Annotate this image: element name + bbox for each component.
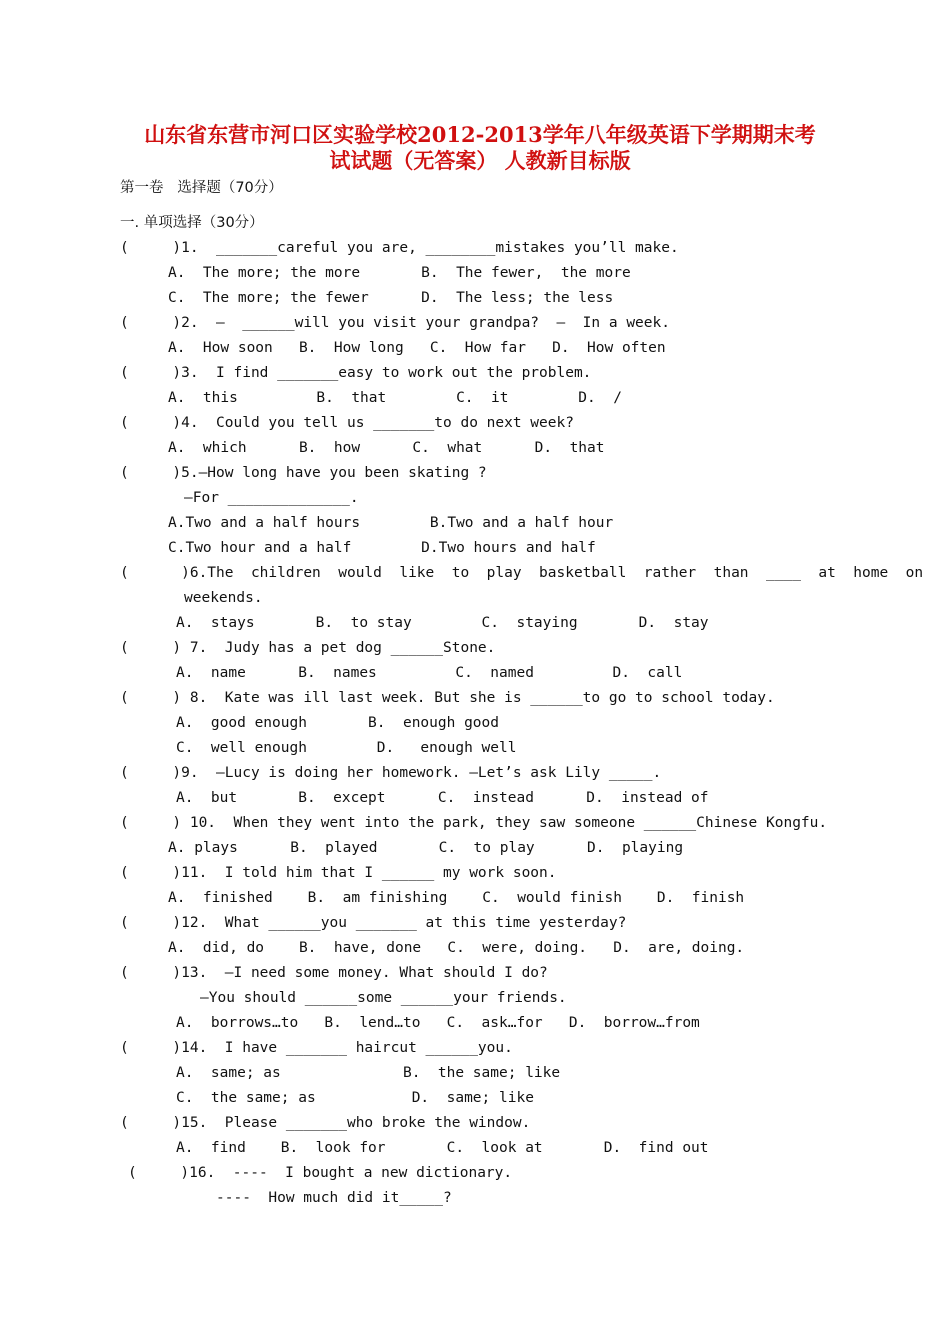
question-line: C. well enough D. enough well bbox=[176, 740, 517, 756]
question-line: ( )1. _______careful you are, ________mistakes you’ll make. bbox=[120, 240, 679, 256]
question-line: A. good enough B. enough good bbox=[176, 715, 500, 731]
question-line: A. name B. names C. named D. call bbox=[176, 665, 683, 681]
question-line: —You should ______some ______your friends. bbox=[200, 990, 567, 1006]
question-line: A. this B. that C. it D. / bbox=[168, 390, 622, 406]
question-line: A. borrows…to B. lend…to C. ask…for D. borrow…from bbox=[176, 1015, 700, 1031]
question-line: ( )4. Could you tell us _______to do next week? bbox=[120, 415, 574, 431]
question-line: A. same; as B. the same; like bbox=[176, 1065, 561, 1081]
question-line: C. the same; as D. same; like bbox=[176, 1090, 534, 1106]
question-line: ( ) 10. When they went into the park, they saw someone ______Chinese Kongfu. bbox=[120, 815, 828, 831]
question-line: A. The more; the more B. The fewer, the more bbox=[168, 265, 631, 281]
question-line: A. How soon B. How long C. How far D. How often bbox=[168, 340, 666, 356]
title-line-2: 试试题（无答案） 人教新目标版 bbox=[329, 148, 631, 173]
question-line: ( )6.The children would like to play basketball rather than ____ at home on bbox=[120, 565, 924, 581]
section-heading: 一. 单项选择（30分） bbox=[120, 215, 264, 231]
question-line: ( ) 8. Kate was ill last week. But she is ______to go to school today. bbox=[120, 690, 775, 706]
question-line: ( )9. —Lucy is doing her homework. —Let’s ask Lily _____. bbox=[120, 765, 662, 781]
title-line-1: 山东省东营市河口区实验学校2012-2013学年八年级英语下学期期末考 bbox=[144, 122, 816, 147]
question-line: A. did, do B. have, done C. were, doing. D. are, doing. bbox=[168, 940, 745, 956]
question-line: A. which B. how C. what D. that bbox=[168, 440, 605, 456]
question-line: ( )14. I have _______ haircut ______you. bbox=[120, 1040, 513, 1056]
question-line: A. but B. except C. instead D. instead of bbox=[176, 790, 709, 806]
question-line: C.Two hour and a half D.Two hours and half bbox=[168, 540, 596, 556]
question-line: ( )11. I told him that I ______ my work soon. bbox=[120, 865, 557, 881]
question-line: ( )13. —I need some money. What should I do? bbox=[120, 965, 548, 981]
question-line: —For ______________. bbox=[184, 490, 359, 506]
question-line: A. plays B. played C. to play D. playing bbox=[168, 840, 684, 856]
question-line: ( )5.—How long have you been skating ? bbox=[120, 465, 487, 481]
question-line: ( )3. I find _______easy to work out the problem. bbox=[120, 365, 592, 381]
question-line: C. The more; the fewer D. The less; the less bbox=[168, 290, 614, 306]
question-line: ---- How much did it_____? bbox=[216, 1190, 452, 1206]
question-line: ( )12. What ______you _______ at this time yesterday? bbox=[120, 915, 627, 931]
question-line: ( )16. ---- I bought a new dictionary. bbox=[128, 1165, 513, 1181]
question-line: weekends. bbox=[184, 590, 263, 606]
document-title bbox=[100, 122, 860, 174]
question-line: ( ) 7. Judy has a pet dog ______Stone. bbox=[120, 640, 496, 656]
question-line: ( )15. Please _______who broke the window. bbox=[120, 1115, 531, 1131]
question-line: A.Two and a half hours B.Two and a half hour bbox=[168, 515, 614, 531]
question-line: A. finished B. am finishing C. would finish D. finish bbox=[168, 890, 745, 906]
question-line: ( )2. — ______will you visit your grandpa? — In a week. bbox=[120, 315, 670, 331]
question-line: A. find B. look for C. look at D. find out bbox=[176, 1140, 709, 1156]
question-line: A. stays B. to stay C. staying D. stay bbox=[176, 615, 709, 631]
part-heading: 第一卷 选择题（70分） bbox=[120, 180, 283, 196]
